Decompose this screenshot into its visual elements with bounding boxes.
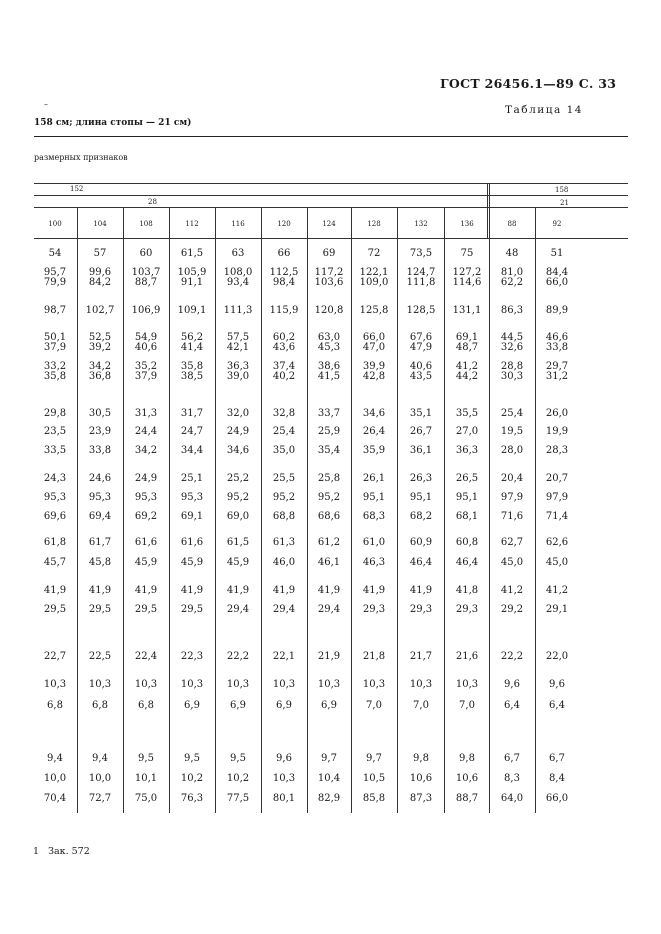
table-cell: 88,7: [455, 793, 479, 804]
table-cell: 37,4 40,2: [272, 361, 296, 382]
table-cell: 85,8: [362, 793, 386, 804]
table-cell: 10,3: [317, 679, 341, 690]
table-cell: 22,2: [500, 651, 524, 662]
table-cell: 9,5: [230, 753, 246, 764]
table-cell: 98,7: [43, 305, 67, 316]
table-cell: 46,1: [317, 557, 341, 568]
table-cell: 28,8 30,3: [500, 361, 524, 382]
table-cell: 9,6: [504, 679, 520, 690]
table-cell: 72: [367, 248, 381, 259]
table-cell: 31,3: [134, 408, 158, 419]
table-cell: 34,6: [226, 445, 250, 456]
table-cell: 61,2: [317, 537, 341, 548]
table-cell: 6,8: [92, 700, 108, 711]
table-cell: 95,1: [455, 492, 479, 503]
table-cell: 45,7: [43, 557, 67, 568]
table-cell: 61,5: [226, 537, 250, 548]
table-subtitle: 158 см; длина стопы — 21 см): [34, 118, 192, 128]
table-cell: 112,5 98,4: [269, 267, 299, 288]
table-cell: 61,6: [180, 537, 204, 548]
table-cell: 62,6: [545, 537, 569, 548]
table-cell: 7,0: [413, 700, 429, 711]
table-cell: 66,0: [545, 793, 569, 804]
table-cell: 7,0: [366, 700, 382, 711]
table-cell: 41,9: [88, 585, 112, 596]
table-cell: 89,9: [545, 305, 569, 316]
table-cell: 61,3: [272, 537, 296, 548]
table-cell: 32,0: [226, 408, 250, 419]
table-cell: 7,0: [459, 700, 475, 711]
table-cell: 10,4: [317, 773, 341, 784]
table-cell: 41,8: [455, 585, 479, 596]
table-cell: 10,1: [134, 773, 158, 784]
table-cell: 127,2 114,6: [452, 267, 482, 288]
table-cell: 6,8: [138, 700, 154, 711]
table-cell: 57,5 42,1: [226, 332, 250, 353]
table-cell: 6,7: [549, 753, 565, 764]
table-cell: 26,7: [409, 426, 433, 437]
table-cell: 69,1: [180, 511, 204, 522]
group-height-left: 152: [70, 185, 84, 193]
table-cell: 95,3: [134, 492, 158, 503]
table-cell: 33,7: [317, 408, 341, 419]
table-cell: 45,9: [134, 557, 158, 568]
table-cell: 41,2 44,2: [455, 361, 479, 382]
table-cell: 10,3: [362, 679, 386, 690]
table-cell: 60,8: [455, 537, 479, 548]
column-divider: [261, 207, 262, 813]
column-divider: [123, 207, 124, 813]
table-cell: 46,4: [455, 557, 479, 568]
table-cell: 21,9: [317, 651, 341, 662]
table-cell: 60: [139, 248, 153, 259]
column-header: 92: [552, 220, 562, 228]
column-header: 100: [48, 220, 62, 228]
table-cell: 28,3: [545, 445, 569, 456]
table-cell: 6,4: [549, 700, 565, 711]
table-cell: 60,9: [409, 537, 433, 548]
table-cell: 95,2: [317, 492, 341, 503]
table-cell: 21,8: [362, 651, 386, 662]
table-cell: 66: [277, 248, 291, 259]
table-cell: 125,8: [359, 305, 389, 316]
table-cell: 70,4: [43, 793, 67, 804]
table-cell: 81,0 62,2: [500, 267, 524, 288]
table-cell: 27,0: [455, 426, 479, 437]
table-cell: 31,7: [180, 408, 204, 419]
table-cell: 41,9: [226, 585, 250, 596]
table-cell: 22,3: [180, 651, 204, 662]
column-header: 124: [322, 220, 336, 228]
table-cell: 23,5: [43, 426, 67, 437]
table-cell: 29,4: [272, 604, 296, 615]
table-cell: 35,9: [362, 445, 386, 456]
table-cell: 46,4: [409, 557, 433, 568]
table-cell: 33,8: [88, 445, 112, 456]
table-cell: 24,3: [43, 473, 67, 484]
table-cell: 50,1 37,9: [43, 332, 67, 353]
table-cell: 22,5: [88, 651, 112, 662]
footer-order-number: [33, 846, 90, 857]
column-header: 128: [367, 220, 381, 228]
column-header: 112: [185, 220, 199, 228]
table-cell: 10,2: [226, 773, 250, 784]
table-cell: 60,2 43,6: [272, 332, 296, 353]
table-cell: 61,0: [362, 537, 386, 548]
table-cell: 35,2 37,9: [134, 361, 158, 382]
table-cell: 46,6 33,8: [545, 332, 569, 353]
table-cell: 9,8: [413, 753, 429, 764]
table-cell: 68,1: [455, 511, 479, 522]
table-cell: 22,1: [272, 651, 296, 662]
table-cell: 25,1: [180, 473, 204, 484]
table-cell: 22,4: [134, 651, 158, 662]
table-cell: 24,9: [226, 426, 250, 437]
table-cell: 6,9: [276, 700, 292, 711]
column-divider: [397, 207, 398, 813]
table-cell: 22,7: [43, 651, 67, 662]
document-code: ГОСТ 26456.1—89 С. 33: [440, 76, 617, 91]
table-cell: 64,0: [500, 793, 524, 804]
table-cell: 10,0: [88, 773, 112, 784]
table-cell: 124,7 111,8: [406, 267, 436, 288]
table-cell: 54,9 40,6: [134, 332, 158, 353]
table-cell: 29,4: [226, 604, 250, 615]
column-header: 88: [507, 220, 517, 228]
table-cell: 32,8: [272, 408, 296, 419]
table-cell: 84,4 66,0: [545, 267, 569, 288]
table-cell: 117,2 103,6: [314, 267, 344, 288]
table-cell: 33,5: [43, 445, 67, 456]
table-cell: 120,8: [314, 305, 344, 316]
table-cell: 95,3: [43, 492, 67, 503]
table-cell: 10,6: [455, 773, 479, 784]
table-cell: 30,5: [88, 408, 112, 419]
table-cell: 36,3 39,0: [226, 361, 250, 382]
table-cell: 9,4: [47, 753, 63, 764]
table-cell: 68,3: [362, 511, 386, 522]
table-cell: 97,9: [500, 492, 524, 503]
table-cell: 25,4: [500, 408, 524, 419]
table-cell: 115,9: [269, 305, 299, 316]
table-cell: 34,2: [134, 445, 158, 456]
table-cell: 75: [460, 248, 474, 259]
table-cell: 26,3: [409, 473, 433, 484]
group-foot-right: 21: [560, 199, 569, 207]
table-cell: 29,3: [455, 604, 479, 615]
column-header: 132: [414, 220, 428, 228]
table-cell: 97,9: [545, 492, 569, 503]
table-cell: 105,9 91,1: [177, 267, 207, 288]
table-cell: 25,9: [317, 426, 341, 437]
table-cell: 10,5: [362, 773, 386, 784]
table-cell: 25,4: [272, 426, 296, 437]
table-cell: 28,0: [500, 445, 524, 456]
table-cell: 20,4: [500, 473, 524, 484]
table-cell: 10,3: [272, 679, 296, 690]
table-cell: 106,9: [131, 305, 161, 316]
table-cell: 108,0 93,4: [223, 267, 253, 288]
table-cell: 10,3: [88, 679, 112, 690]
table-cell: 41,9: [43, 585, 67, 596]
table-cell: 67,6 47,9: [409, 332, 433, 353]
table-cell: 29,3: [362, 604, 386, 615]
table-cell: 68,8: [272, 511, 296, 522]
table-cell: 95,3: [88, 492, 112, 503]
table-cell: 63,0 45,3: [317, 332, 341, 353]
table-cell: 82,9: [317, 793, 341, 804]
table-cell: 6,9: [230, 700, 246, 711]
table-label: Таблица 14: [505, 104, 583, 116]
table-cell: 26,5: [455, 473, 479, 484]
group-divider-line: [487, 183, 488, 238]
table-cell: 95,2: [272, 492, 296, 503]
table-cell: 8,4: [549, 773, 565, 784]
group-height-right: 158: [555, 186, 569, 194]
table-cell: 9,6: [276, 753, 292, 764]
table-cell: 69,6: [43, 511, 67, 522]
column-divider: [535, 207, 536, 813]
table-cell: 46,0: [272, 557, 296, 568]
table-cell: 69,2: [134, 511, 158, 522]
table-cell: 80,1: [272, 793, 296, 804]
table-cell: 22,0: [545, 651, 569, 662]
table-cell: 10,3: [272, 773, 296, 784]
table-cell: 10,3: [455, 679, 479, 690]
table-cell: 6,7: [504, 753, 520, 764]
table-cell: 10,0: [43, 773, 67, 784]
table-cell: 41,9: [180, 585, 204, 596]
table-cell: 39,9 42,8: [362, 361, 386, 382]
group-rule: [34, 195, 628, 196]
column-header: 104: [93, 220, 107, 228]
table-cell: 68,6: [317, 511, 341, 522]
table-cell: 34,4: [180, 445, 204, 456]
table-cell: 95,3: [180, 492, 204, 503]
table-top-rule: [34, 183, 628, 184]
table-cell: 45,0: [500, 557, 524, 568]
table-cell: 72,7: [88, 793, 112, 804]
column-header: 116: [231, 220, 245, 228]
table-cell: 29,3: [409, 604, 433, 615]
table-cell: 24,4: [134, 426, 158, 437]
column-divider: [77, 207, 78, 813]
column-divider: [307, 207, 308, 813]
table-cell: 34,6: [362, 408, 386, 419]
table-cell: 41,9: [409, 585, 433, 596]
table-cell: 29,5: [43, 604, 67, 615]
table-cell: 25,8: [317, 473, 341, 484]
table-caption: размерных признаков: [34, 153, 128, 162]
table-cell: 38,6 41,5: [317, 361, 341, 382]
table-cell: 44,5 32,6: [500, 332, 524, 353]
table-cell: 41,9: [362, 585, 386, 596]
table-cell: 73,5: [409, 248, 433, 259]
table-cell: 52,5 39,2: [88, 332, 112, 353]
header-rule: [34, 136, 628, 137]
footer-text: Зак. 572: [48, 846, 90, 857]
table-cell: 41,9: [317, 585, 341, 596]
table-cell: 29,7 31,2: [545, 361, 569, 382]
table-cell: 128,5: [406, 305, 436, 316]
table-cell: 10,3: [134, 679, 158, 690]
table-cell: 36,3: [455, 445, 479, 456]
table-cell: 26,1: [362, 473, 386, 484]
column-header: 120: [277, 220, 291, 228]
table-cell: 6,8: [47, 700, 63, 711]
table-cell: 86,3: [500, 305, 524, 316]
table-cell: 48: [505, 248, 519, 259]
table-cell: 10,6: [409, 773, 433, 784]
table-cell: 29,5: [88, 604, 112, 615]
table-cell: 9,5: [184, 753, 200, 764]
table-cell: 71,4: [545, 511, 569, 522]
column-header: 108: [139, 220, 153, 228]
table-cell: 36,1: [409, 445, 433, 456]
table-cell: 95,2: [226, 492, 250, 503]
table-cell: 75,0: [134, 793, 158, 804]
table-cell: 10,3: [180, 679, 204, 690]
table-cell: 111,3: [223, 305, 253, 316]
table-cell: 29,4: [317, 604, 341, 615]
table-cell: 76,3: [180, 793, 204, 804]
table-cell: 99,6 84,2: [88, 267, 112, 288]
table-cell: 29,5: [134, 604, 158, 615]
footer-mark: 1: [33, 846, 40, 857]
column-header: 136: [460, 220, 474, 228]
table-cell: 29,1: [545, 604, 569, 615]
table-cell: 34,2 36,8: [88, 361, 112, 382]
table-cell: 35,5: [455, 408, 479, 419]
table-cell: 45,8: [88, 557, 112, 568]
table-cell: 131,1: [452, 305, 482, 316]
table-cell: 41,2: [545, 585, 569, 596]
table-cell: 29,8: [43, 408, 67, 419]
table-cell: 35,8 38,5: [180, 361, 204, 382]
table-cell: 10,2: [180, 773, 204, 784]
table-cell: 26,0: [545, 408, 569, 419]
table-cell: 9,5: [138, 753, 154, 764]
column-divider: [169, 207, 170, 813]
table-cell: 9,7: [366, 753, 382, 764]
column-divider: [351, 207, 352, 813]
table-cell: 19,9: [545, 426, 569, 437]
table-cell: 40,6 43,5: [409, 361, 433, 382]
table-cell: 35,1: [409, 408, 433, 419]
table-cell: 69,0: [226, 511, 250, 522]
table-cell: 10,3: [226, 679, 250, 690]
table-cell: 22,2: [226, 651, 250, 662]
table-cell: 24,9: [134, 473, 158, 484]
table-cell: 24,6: [88, 473, 112, 484]
table-cell: 63: [231, 248, 245, 259]
table-cell: 6,4: [504, 700, 520, 711]
table-cell: 41,2: [500, 585, 524, 596]
table-cell: 61,6: [134, 537, 158, 548]
table-cell: 24,7: [180, 426, 204, 437]
table-cell: 29,5: [180, 604, 204, 615]
table-cell: 10,3: [409, 679, 433, 690]
table-cell: 45,0: [545, 557, 569, 568]
table-cell: 10,3: [43, 679, 67, 690]
table-cell: 9,7: [321, 753, 337, 764]
table-cell: 8,3: [504, 773, 520, 784]
column-divider: [215, 207, 216, 813]
table-cell: 61,8: [43, 537, 67, 548]
table-cell: 6,9: [321, 700, 337, 711]
table-cell: 69,4: [88, 511, 112, 522]
table-cell: 69,1 48,7: [455, 332, 479, 353]
table-cell: 95,1: [409, 492, 433, 503]
table-cell: 57: [93, 248, 107, 259]
table-cell: 109,1: [177, 305, 207, 316]
table-cell: 21,6: [455, 651, 479, 662]
table-cell: 56,2 41,4: [180, 332, 204, 353]
stray-dash: –: [44, 100, 48, 109]
table-cell: 45,9: [180, 557, 204, 568]
table-cell: 95,7 79,9: [43, 267, 67, 288]
table-cell: 66,0 47,0: [362, 332, 386, 353]
table-cell: 122,1 109,0: [359, 267, 389, 288]
table-cell: 26,4: [362, 426, 386, 437]
table-cell: 9,4: [92, 753, 108, 764]
table-cell: 25,2: [226, 473, 250, 484]
table-cell: 95,1: [362, 492, 386, 503]
table-cell: 21,7: [409, 651, 433, 662]
table-cell: 68,2: [409, 511, 433, 522]
table-cell: 102,7: [85, 305, 115, 316]
table-cell: 41,9: [272, 585, 296, 596]
table-cell: 9,6: [549, 679, 565, 690]
table-cell: 35,4: [317, 445, 341, 456]
table-cell: 71,6: [500, 511, 524, 522]
table-cell: 61,5: [180, 248, 204, 259]
table-cell: 45,9: [226, 557, 250, 568]
table-cell: 6,9: [184, 700, 200, 711]
table-cell: 25,5: [272, 473, 296, 484]
column-divider: [444, 207, 445, 813]
table-cell: 29,2: [500, 604, 524, 615]
table-cell: 61,7: [88, 537, 112, 548]
table-cell: 9,8: [459, 753, 475, 764]
table-cell: 103,7 88,7: [131, 267, 161, 288]
table-cell: 54: [48, 248, 62, 259]
table-cell: 77,5: [226, 793, 250, 804]
group-foot-left: 28: [148, 198, 157, 206]
table-cell: 35,0: [272, 445, 296, 456]
table-cell: 51: [550, 248, 564, 259]
table-cell: 19,5: [500, 426, 524, 437]
table-cell: 69: [322, 248, 336, 259]
table-cell: 23,9: [88, 426, 112, 437]
table-cell: 62,7: [500, 537, 524, 548]
table-cell: 87,3: [409, 793, 433, 804]
table-cell: 20,7: [545, 473, 569, 484]
table-cell: 46,3: [362, 557, 386, 568]
table-cell: 41,9: [134, 585, 158, 596]
table-cell: 33,2 35,8: [43, 361, 67, 382]
